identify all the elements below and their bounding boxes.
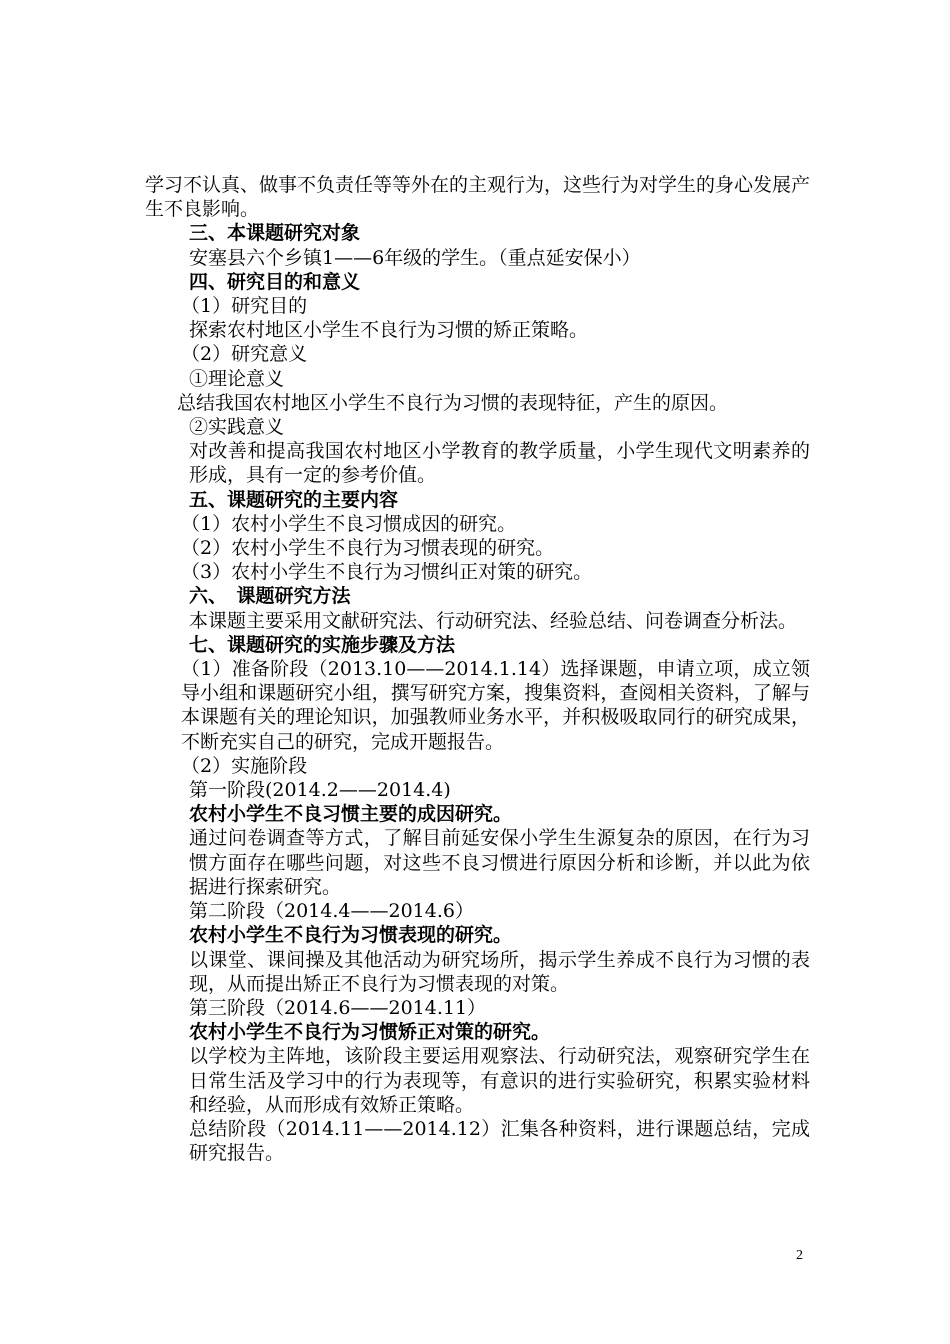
paragraph: 第一阶段(2014.2——2014.4)	[189, 779, 451, 802]
paragraph: （2）实施阶段	[181, 754, 308, 777]
paragraph: （1）研究目的	[181, 295, 308, 318]
paragraph: 探索农村地区小学生不良行为习惯的矫正策略。	[189, 319, 589, 342]
section-heading: 农村小学生不良行为习惯矫正对策的研究。	[189, 1021, 551, 1044]
paragraph: （1）农村小学生不良习惯成因的研究。	[181, 512, 517, 535]
paragraph: ②实践意义	[189, 416, 285, 439]
section-heading: 农村小学生不良行为习惯表现的研究。	[189, 924, 513, 947]
document-body	[145, 173, 810, 1165]
paragraph: （1）准备阶段（2013.10——2014.1.14）选择课题，申请立项，成立领导小组和课题研究小组，撰写研究方案，搜集资料，查阅相关资料，了解与本课题有关的理论知识，加强教师业务水平，并积极吸取同行的研究成果，不断充实自己的研究，完成开题报告。	[181, 658, 810, 753]
paragraph: 第三阶段（2014.6——2014.11）	[189, 996, 487, 1019]
paragraph: 对改善和提高我国农村地区小学教育的教学质量，小学生现代文明素养的形成，具有一定的参考价值。	[189, 440, 810, 487]
paragraph: 总结我国农村地区小学生不良行为习惯的表现特征，产生的原因。	[177, 391, 729, 414]
paragraph: （2）农村小学生不良行为习惯表现的研究。	[181, 537, 555, 560]
paragraph: 总结阶段（2014.11——2014.12）汇集各种资料，进行课题总结，完成研究报告。	[189, 1117, 810, 1165]
paragraph: 学习不认真、做事不负责任等等外在的主观行为，这些行为对学生的身心发展产生不良影响。	[145, 174, 811, 221]
section-heading: 七、课题研究的实施步骤及方法	[189, 633, 456, 656]
paragraph: 以课堂、课间操及其他活动为研究场所，揭示学生养成不良行为习惯的表现，从而提出矫正不良行为习惯表现的对策。	[189, 948, 810, 995]
section-heading: 农村小学生不良习惯主要的成因研究。	[189, 803, 513, 826]
paragraph: 以学校为主阵地，该阶段主要运用观察法、行动研究法，观察研究学生在日常生活及学习中的行为表现等，有意识的进行实验研究，积累实验材料和经验，从而形成有效矫正策略。	[189, 1045, 810, 1116]
paragraph: （2）研究意义	[181, 343, 308, 366]
paragraph: ①理论意义	[189, 367, 285, 390]
section-heading: 五、课题研究的主要内容	[189, 488, 399, 511]
paragraph: 本课题主要采用文献研究法、行动研究法、经验总结、问卷调查分析法。	[189, 609, 798, 632]
paragraph: 第二阶段（2014.4——2014.6）	[189, 900, 474, 923]
section-heading: 四、研究目的和意义	[189, 270, 361, 293]
paragraph: 通过问卷调查等方式，了解目前延安保小学生生源复杂的原因，在行为习惯方面存在哪些问题，对这些不良习惯进行原因分析和诊断，并以此为依据进行探索研究。	[189, 827, 810, 898]
section-heading: 六、 课题研究方法	[189, 585, 351, 608]
page-number: 2	[796, 1248, 803, 1263]
section-heading: 三、本课题研究对象	[189, 222, 361, 245]
paragraph: （3）农村小学生不良行为习惯纠正对策的研究。	[181, 561, 593, 584]
paragraph: 安塞县六个乡镇1——6年级的学生。（重点延安保小）	[189, 246, 641, 269]
